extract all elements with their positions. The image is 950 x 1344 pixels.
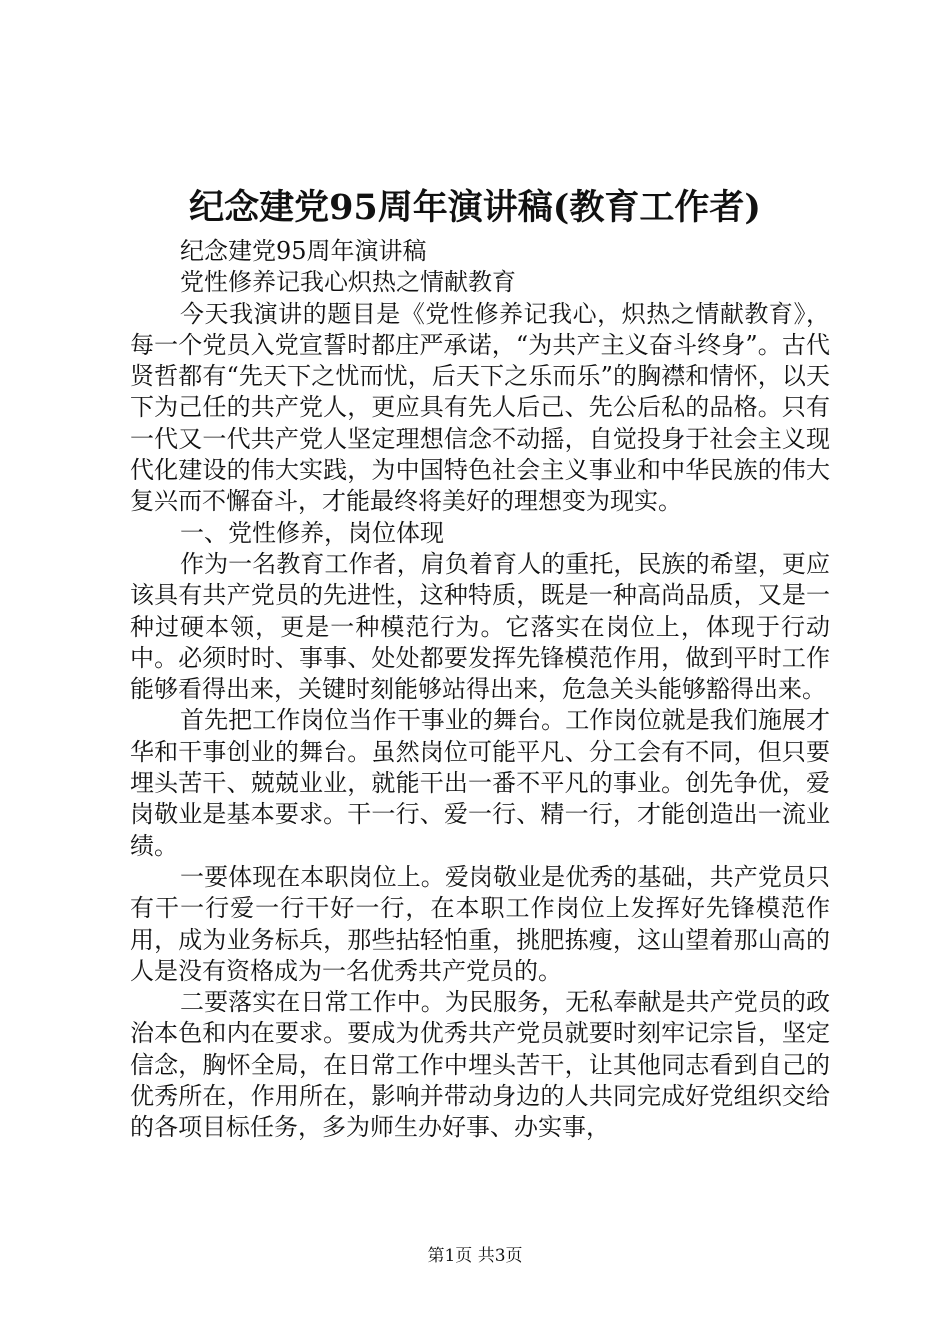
paragraph-speech-title: 党性修养记我心炽热之情献教育 (180, 268, 516, 297)
document-body (130, 236, 830, 1144)
paragraph: 今天我演讲的题目是《党性修养记我心，炽热之情献教育》，每一个党员入党宣誓时都庄严承诺，“为共产主义奋斗终身”。古代贤哲都有“先天下之忧而忧，后天下之乐而乐”的胸襟和情怀，以天下为己任的共产党人，更应具有先人后己、先公后私的品格。只有一代又一代共产党人坚定理想信念不动摇，自觉投身于社会主义现代化建设的伟大实践，为中国特色社会主义事业和中华民族的伟大复兴而不懈奋斗，才能最终将美好的理想变为现实。 (130, 299, 830, 516)
paragraph: 二要落实在日常工作中。为民服务，无私奉献是共产党员的政治本色和内在要求。要成为优秀共产党员就要时刻牢记宗旨，坚定信念，胸怀全局，在日常工作中埋头苦干，让其他同志看到自己的优秀所在，作用所在，影响并带动身边的人共同完成好党组织交给的各项目标任务，多为师生办好事、办实事， (130, 988, 830, 1142)
paragraph: 首先把工作岗位当作干事业的舞台。工作岗位就是我们施展才华和干事创业的舞台。虽然岗位可能平凡、分工会有不同，但只要埋头苦干、兢兢业业，就能干出一番不平凡的事业。创先争优，爱岗敬业是基本要求。干一行、爱一行、精一行，才能创造出一流业绩。 (130, 706, 830, 860)
paragraph: 作为一名教育工作者，肩负着育人的重托，民族的希望，更应该具有共产党员的先进性，这种特质，既是一种高尚品质，又是一种过硬本领，更是一种模范行为。它落实在岗位上，体现于行动中。必须时时、事事、处处都要发挥先锋模范作用，做到平时工作能够看得出来，关键时刻能够站得出来，危急关头能够豁得出来。 (130, 549, 830, 704)
paragraph: 一要体现在本职岗位上。爱岗敬业是优秀的基础，共产党员只有干一行爱一行干好一行，在本职工作岗位上发挥好先锋模范作用，成为业务标兵，那些拈轻怕重，挑肥拣瘦，这山望着那山高的人是没有资格成为一名优秀共产党员的。 (130, 862, 830, 985)
page-number-footer: 第1页 共3页 (427, 1246, 523, 1266)
document-title: 纪念建党95周年演讲稿(教育工作者) (189, 187, 761, 228)
paragraph-subtitle: 纪念建党95周年演讲稿 (180, 237, 427, 265)
section-heading: 一、党性修养，岗位体现 (180, 518, 444, 547)
